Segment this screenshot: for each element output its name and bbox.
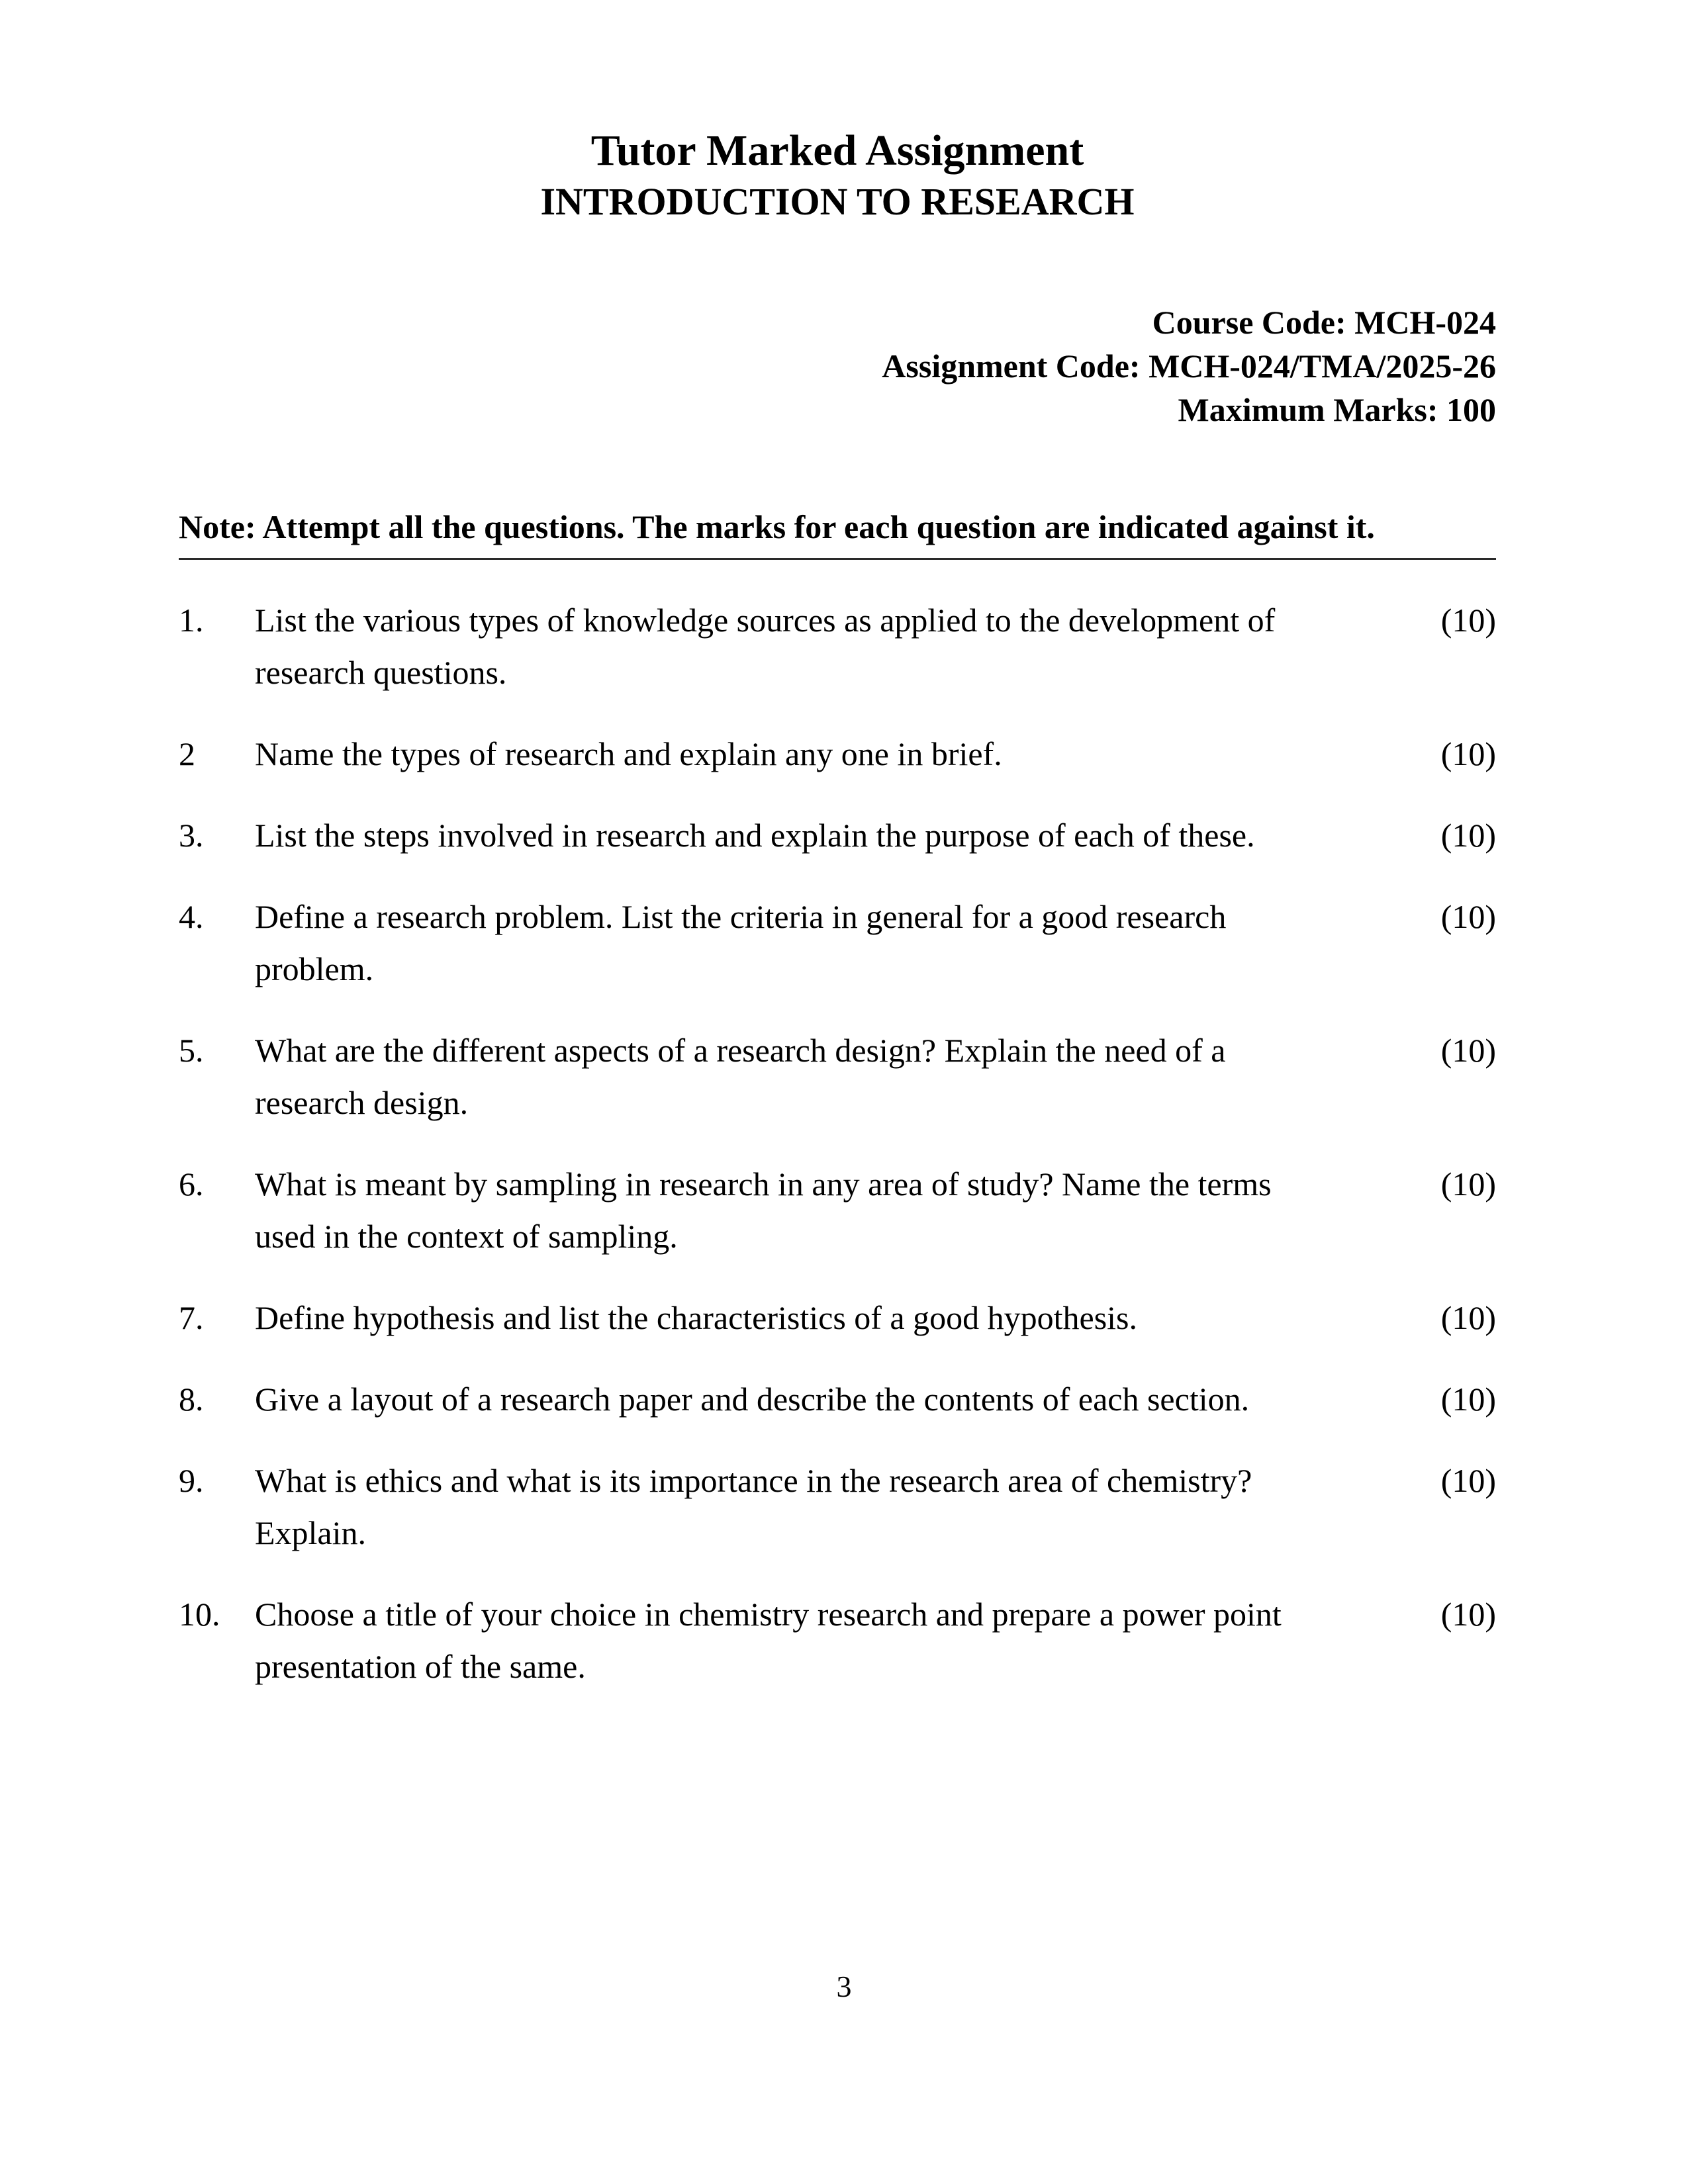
question-row — [179, 1588, 1496, 1693]
question-marks: (10) — [1440, 1380, 1496, 1418]
question-text: What is meant by sampling in research in any area of study? Name the terms used in the context of sampling. — [255, 1165, 1272, 1255]
question-row — [179, 891, 1496, 995]
question-text: Choose a title of your choice in chemistry research and prepare a power point presentation of the same. — [255, 1595, 1282, 1685]
question-text: What is ethics and what is its importance in the research area of chemistry? Explain. — [255, 1461, 1252, 1551]
question-marks: (10) — [1440, 1595, 1496, 1633]
question-number: 7. — [179, 1298, 204, 1336]
question-marks: (10) — [1440, 1165, 1496, 1203]
question-text: Name the types of research and explain any one in brief. — [255, 735, 1002, 772]
question-number: 3. — [179, 816, 204, 854]
page-number: 3 — [836, 1970, 852, 2003]
question-marks: (10) — [1440, 816, 1496, 854]
question-marks: (10) — [1440, 735, 1496, 772]
question-number: 1. — [179, 601, 204, 639]
question-row — [179, 594, 1496, 699]
question-text: Define a research problem. List the criteria in general for a good research problem. — [255, 897, 1227, 987]
question-row — [179, 1455, 1496, 1559]
question-list — [179, 594, 1496, 1693]
page-subtitle: INTRODUCTION TO RESEARCH — [540, 179, 1135, 223]
question-marks: (10) — [1440, 1031, 1496, 1069]
question-row — [179, 1292, 1496, 1344]
question-row — [179, 1024, 1496, 1129]
question-row — [179, 809, 1496, 862]
course-info-block — [179, 300, 1496, 432]
question-marks: (10) — [1440, 601, 1496, 639]
question-number: 5. — [179, 1031, 204, 1069]
question-marks: (10) — [1440, 1298, 1496, 1336]
assignment-code: Assignment Code: MCH-024/TMA/2025-26 — [882, 347, 1496, 385]
question-number: 9. — [179, 1461, 204, 1499]
question-text: List the steps involved in research and explain the purpose of each of these. — [255, 816, 1255, 854]
question-number: 8. — [179, 1380, 204, 1418]
question-row — [179, 728, 1496, 780]
question-marks: (10) — [1440, 1461, 1496, 1499]
note-line: Note: Attempt all the questions. The marks for each question are indicated against it. — [179, 506, 1496, 560]
question-number: 2 — [179, 735, 195, 772]
question-text: List the various types of knowledge sources as applied to the development of research questions. — [255, 601, 1276, 691]
question-marks: (10) — [1440, 897, 1496, 935]
question-text: Give a layout of a research paper and describe the contents of each section. — [255, 1380, 1250, 1418]
question-number: 4. — [179, 897, 204, 935]
question-text: Define hypothesis and list the characteristics of a good hypothesis. — [255, 1298, 1138, 1336]
question-number: 10. — [179, 1595, 220, 1633]
question-number: 6. — [179, 1165, 204, 1203]
question-row — [179, 1373, 1496, 1426]
page-title: Tutor Marked Assignment — [590, 126, 1084, 175]
question-text: What are the different aspects of a research design? Explain the need of a research design. — [255, 1031, 1226, 1121]
question-row — [179, 1158, 1496, 1263]
maximum-marks: Maximum Marks: 100 — [1178, 390, 1496, 428]
course-code: Course Code: MCH-024 — [1152, 303, 1496, 341]
